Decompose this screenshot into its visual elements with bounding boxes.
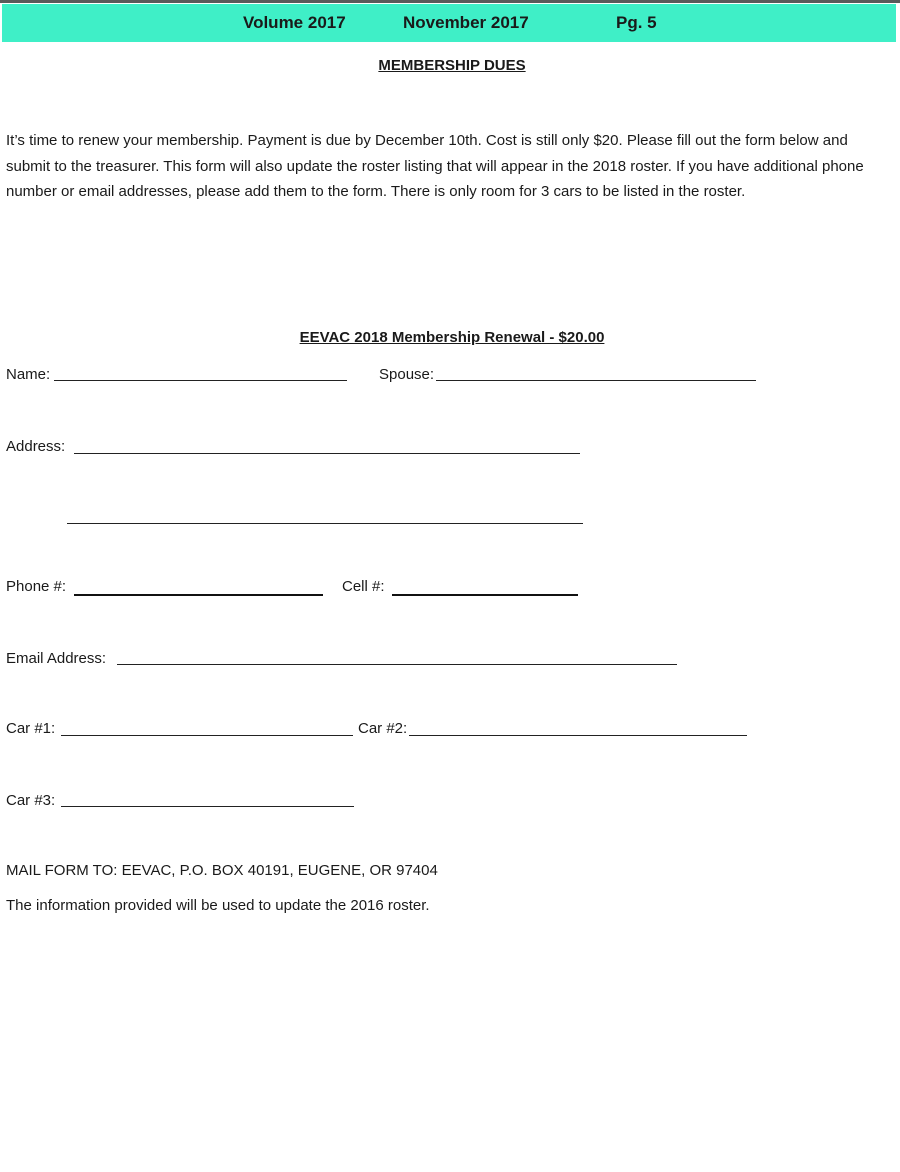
car3-label: Car #3: [6,792,56,809]
address-line-2-field[interactable] [67,523,583,524]
header-volume: Volume 2017 [243,13,346,32]
address-line-1-field[interactable] [74,453,580,454]
cell-field[interactable] [392,594,578,596]
spouse-label: Spouse: [379,366,435,383]
roster-note: The information provided will be used to update the 2016 roster. [6,897,430,914]
newsletter-header [2,4,896,42]
email-label: Email Address: [6,650,107,667]
car1-label: Car #1: [6,720,56,737]
form-title: EEVAC 2018 Membership Renewal - $20.00 [299,329,605,346]
car1-field[interactable] [61,735,353,736]
address-label: Address: [6,438,66,455]
phone-label: Phone #: [6,578,67,595]
phone-field[interactable] [74,594,323,596]
intro-paragraph: It’s time to renew your membership. Payment is due by December 10th. Cost is still only $20. Please fill out the form below and submit to the treasurer. This form will also update the roster listing that will appear in the 2018 roster. If you have additional phone number or email addresses, please add them to the form. There is only room for 3 cars to be listed in the roster. [6,132,864,201]
header-date: November 2017 [403,13,529,32]
top-rule [0,0,900,3]
car2-label: Car #2: [358,720,408,737]
car2-field[interactable] [409,735,747,736]
spouse-field[interactable] [436,380,756,381]
cell-label: Cell #: [342,578,385,595]
name-field[interactable] [54,380,347,381]
email-field[interactable] [117,664,677,665]
section-title: MEMBERSHIP DUES [378,57,526,74]
car3-field[interactable] [61,806,354,807]
header-page-number: Pg. 5 [616,13,657,32]
mail-to-address: MAIL FORM TO: EEVAC, P.O. BOX 40191, EUGENE, OR 97404 [6,862,438,879]
name-label: Name: [6,366,51,383]
